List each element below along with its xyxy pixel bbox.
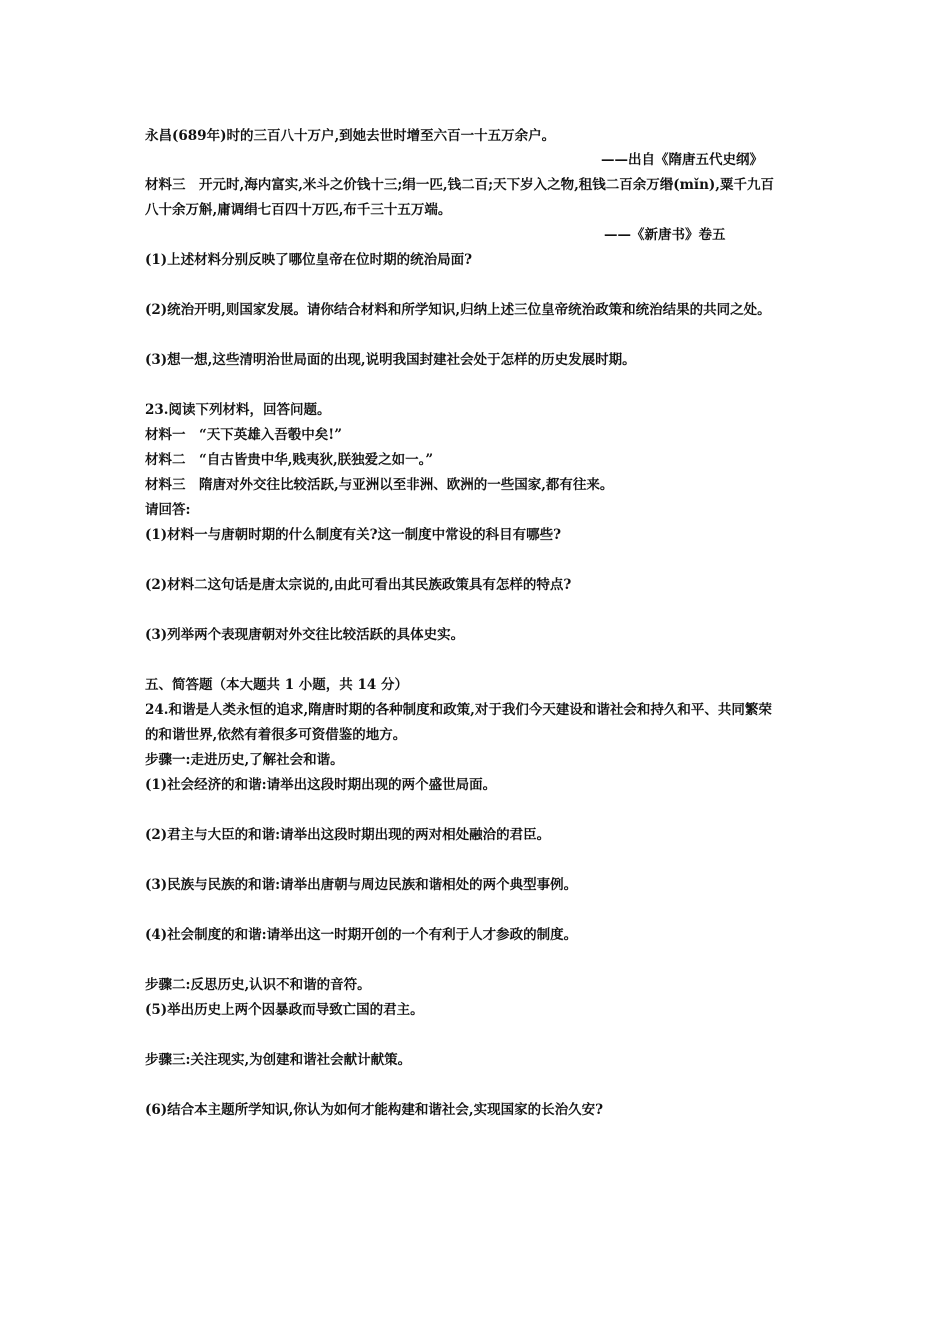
question-3: (3)想一想,这些清明治世局面的出现,说明我国封建社会处于怎样的历史发展时期。 [145, 352, 636, 368]
q23-sub-1: (1)材料一与唐朝时期的什么制度有关?这一制度中常设的科目有哪些? [145, 527, 561, 543]
q24-sub-3: (3)民族与民族的和谐:请举出唐朝与周边民族和谐相处的两个典型事例。 [145, 877, 578, 893]
question-24-line-1: 24.和谐是人类永恒的追求,隋唐时期的各种制度和政策,对于我们今天建设和谐社会和持久和平、共同繁荣 [145, 702, 772, 718]
q23-material-three: 材料三 隋唐对外交往比较活跃,与亚洲以至非洲、欧洲的一些国家,都有往来。 [145, 477, 614, 493]
q24-sub-4: (4)社会制度的和谐:请举出这一时期开创的一个有利于人才参政的制度。 [145, 927, 578, 943]
q23-sub-3: (3)列举两个表现唐朝对外交往比较活跃的具体史实。 [145, 627, 465, 643]
q23-material-one: 材料一 “天下英雄入吾彀中矣!” [145, 427, 342, 443]
step-three: 步骤三:关注现实,为创建和谐社会献计献策。 [145, 1052, 412, 1068]
material-three-line-2: 八十余万斛,庸调绢七百四十万匹,布千三十五万端。 [145, 202, 452, 218]
question-23-heading: 23.阅读下列材料，回答问题。 [145, 402, 331, 418]
section-five-heading: 五、简答题（本大题共 1 小题，共 14 分） [145, 677, 408, 693]
question-2: (2)统治开明,则国家发展。请你结合材料和所学知识,归纳上述三位皇帝统治政策和统治结果的共同之处。 [145, 302, 771, 318]
material-three-line-1: 材料三 开元时,海内富实,米斗之价钱十三;绢一匹,钱二百;天下岁入之物,租钱二百余万缗(mǐn),粟千九百 [145, 177, 774, 193]
q23-ask: 请回答: [145, 502, 191, 518]
q24-sub-6: (6)结合本主题所学知识,你认为如何才能构建和谐社会,实现国家的长治久安? [145, 1102, 603, 1118]
step-one: 步骤一:走进历史,了解社会和谐。 [145, 752, 344, 768]
q24-sub-2: (2)君主与大臣的和谐:请举出这段时期出现的两对相处融洽的君臣。 [145, 827, 551, 843]
material-two-continuation: 永昌(689年)时的三百八十万户,到她去世时增至六百一十五万余户。 [145, 128, 556, 144]
source-citation-2: ——《新唐书》卷五 [604, 227, 726, 243]
question-1: (1)上述材料分别反映了哪位皇帝在位时期的统治局面? [145, 252, 473, 268]
q23-material-two: 材料二 “自古皆贵中华,贱夷狄,朕独爱之如一。” [145, 452, 434, 468]
q23-sub-2: (2)材料二这句话是唐太宗说的,由此可看出其民族政策具有怎样的特点? [145, 577, 572, 593]
q24-sub-1: (1)社会经济的和谐:请举出这段时期出现的两个盛世局面。 [145, 777, 497, 793]
question-24-line-2: 的和谐世界,依然有着很多可资借鉴的地方。 [145, 727, 407, 743]
step-two: 步骤二:反思历史,认识不和谐的音符。 [145, 977, 371, 993]
source-citation-1: ——出自《隋唐五代史纲》 [601, 152, 763, 168]
q24-sub-5: (5)举出历史上两个因暴政而导致亡国的君主。 [145, 1002, 424, 1018]
